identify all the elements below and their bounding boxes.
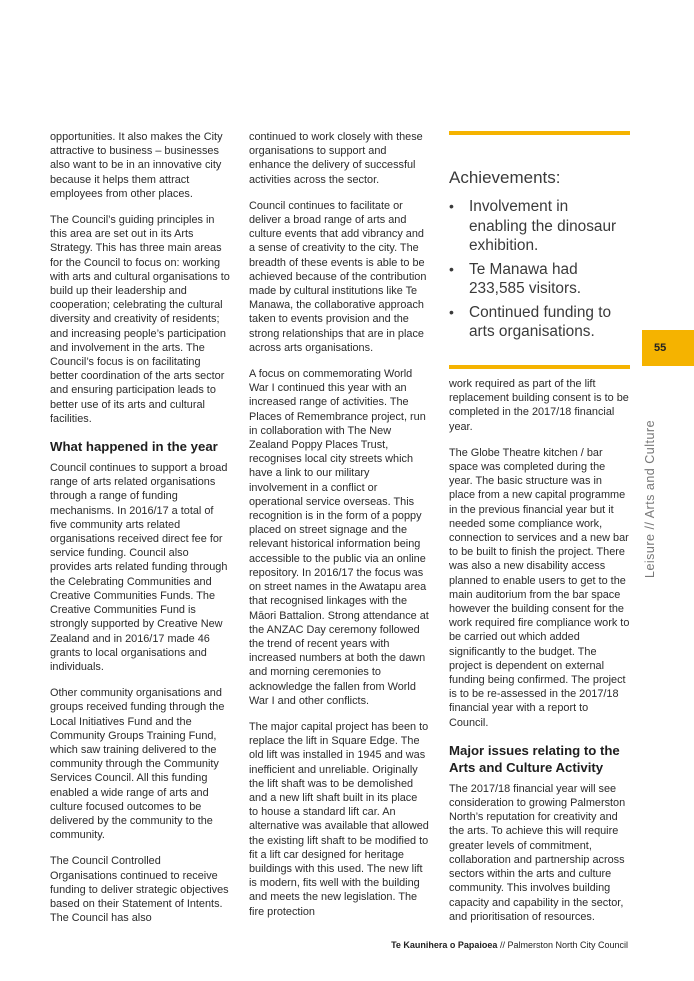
footer-org-name: Te Kaunihera o Papaioea [391,940,498,950]
paragraph: The Council’s guiding principles in this area are set out in its Arts Strategy. This has three main areas for the Council to focus on: working with arts and cultural organisations to build up their leadership and cooperation; celebrating the cultural diversity and creativity of residents; and increasing people’s participation and involvement in the arts. The Council’s focus is on facilitating better coordination of the arts sector and ensuring participation leads to better use of its arts and cultural facilities. [50,214,230,425]
right-column [449,377,630,936]
section-label: Leisure // Arts and Culture [643,419,657,578]
paragraph: The 2017/18 financial year will see consideration to growing Palmerston North’s reputation for creativity and the arts. To achieve this will require greater levels of commitment, collaboration and partnership across sectors within the arts and culture community. This involves building capacity and capability in the sector, and prioritisation of resources. [449,782,626,923]
page-number-tab [642,330,694,366]
achievements-bottom-rule [449,365,630,369]
achievement-text: Involvement in enabling the dinosaur exhibition. [469,198,617,254]
paragraph: A focus on commemorating World War I continued this year with an increased range of activities. The Places of Remembrance project, run in collaboration with The New Zealand Poppy Places Trust, recognises local city streets which have a link to our military involvement in a conflict or operational service overseas. This recognition is in the form of a poppy placed on street signage and the relevant historical information being accessible to the public via an online repository. In 2016/17 the focus was on street names in the Awatapu area that recognised linkages with the Māori Battalion. Strong attendance at the ANZAC Day ceremony followed the trend of recent years with increased numbers at both the dawn and morning ceremonies to acknowledge the fallen from World War I and other conflicts. [249,368,429,707]
achievement-text: Te Manawa had 233,585 visitors. [469,260,582,297]
bullet-icon: • [449,260,454,277]
achievements-title: Achievements: [449,168,561,187]
section-heading: Major issues relating to the Arts and Culture Activity [449,742,620,775]
footer [391,940,628,950]
page-number: 55 [654,342,667,354]
achievement-item [449,197,630,256]
paragraph: The major capital project has been to replace the lift in Square Edge. The old lift was installed in 1945 and was inefficient and unreliable. Originally the lift shaft was to be demolished and a new lift shaft built in its place to house a standard lift car. An alternative was available that allowed the existing lift shaft to be modified to fit a lift car designed for heritage buildings with this used. The new lift is modern, fits well with the building and meets the new legislation. The fire protection [249,720,429,918]
achievement-item [449,303,630,342]
paragraph: The Globe Theatre kitchen / bar space was completed during the year. The basic structure was in place from a new capital programme in the previous financial year but it needed some compliance work, connection to services and a new bar to be built to finish the project. There was also a new disability access planned to enable users to get to the main auditorium from the bar space however the building consent for the work required fire compliance work to be carried out which added significantly to the budget. The project is dependent on external funding being confirmed. The project is to be re-assessed in the 2017/18 financial year with a report to Council. [449,446,630,729]
achievements-top-rule [449,131,630,135]
achievement-text: Continued funding to arts organisations. [469,303,612,340]
section-heading: What happened in the year [50,439,218,455]
paragraph: Other community organisations and groups received funding through the Local Initiatives Fund and the Community Groups Training Fund, which saw training delivered to the community through the Community Services Council. All this funding enabled a wide range of arts and culture focused outcomes to be delivered by the community to the community. [50,687,225,842]
paragraph: continued to work closely with these organisations to support and enhance the delivery of successful activities across the sector. [249,131,423,186]
achievement-item [449,260,630,299]
paragraph: Council continues to support a broad range of arts related organisations through a range of funding mechanisms. In 2016/17 a total of five community arts related organisations received direct fee for service funding. Council also provides arts related funding through the Celebrating Communities and Creative Communities Funds. The Creative Communities Fund is strongly supported by Creative New Zealand and in 2016/17 made 46 grants to local organisations and individuals. [50,462,228,673]
paragraph: Council continues to facilitate or deliver a broad range of arts and culture events that add vibrancy and a sense of creativity to the city. The breadth of these events is able to be achieved because of the contribution made by cultural institutions like Te Manawa, the collaborative approach taken to events provision and the strong relationships that are in place across arts organisations. [249,199,427,354]
paragraph: opportunities. It also makes the City attractive to business – businesses also want to be in an innovative city because it helps them attract employees from other places. [50,131,223,200]
left-column [50,130,230,937]
middle-column [249,130,429,931]
footer-org-english: Palmerston North City Council [507,940,628,950]
paragraph: The Council Controlled Organisations continued to receive funding to deliver strategic objectives based on their Statement of Intents. The Council has also [50,855,229,925]
bullet-icon: • [449,303,454,320]
achievements-list [449,197,630,346]
footer-separator: // [497,940,508,950]
bullet-icon: • [449,198,454,214]
paragraph: work required as part of the lift replacement building consent is to be completed in the 2017/18 financial year. [449,378,629,433]
